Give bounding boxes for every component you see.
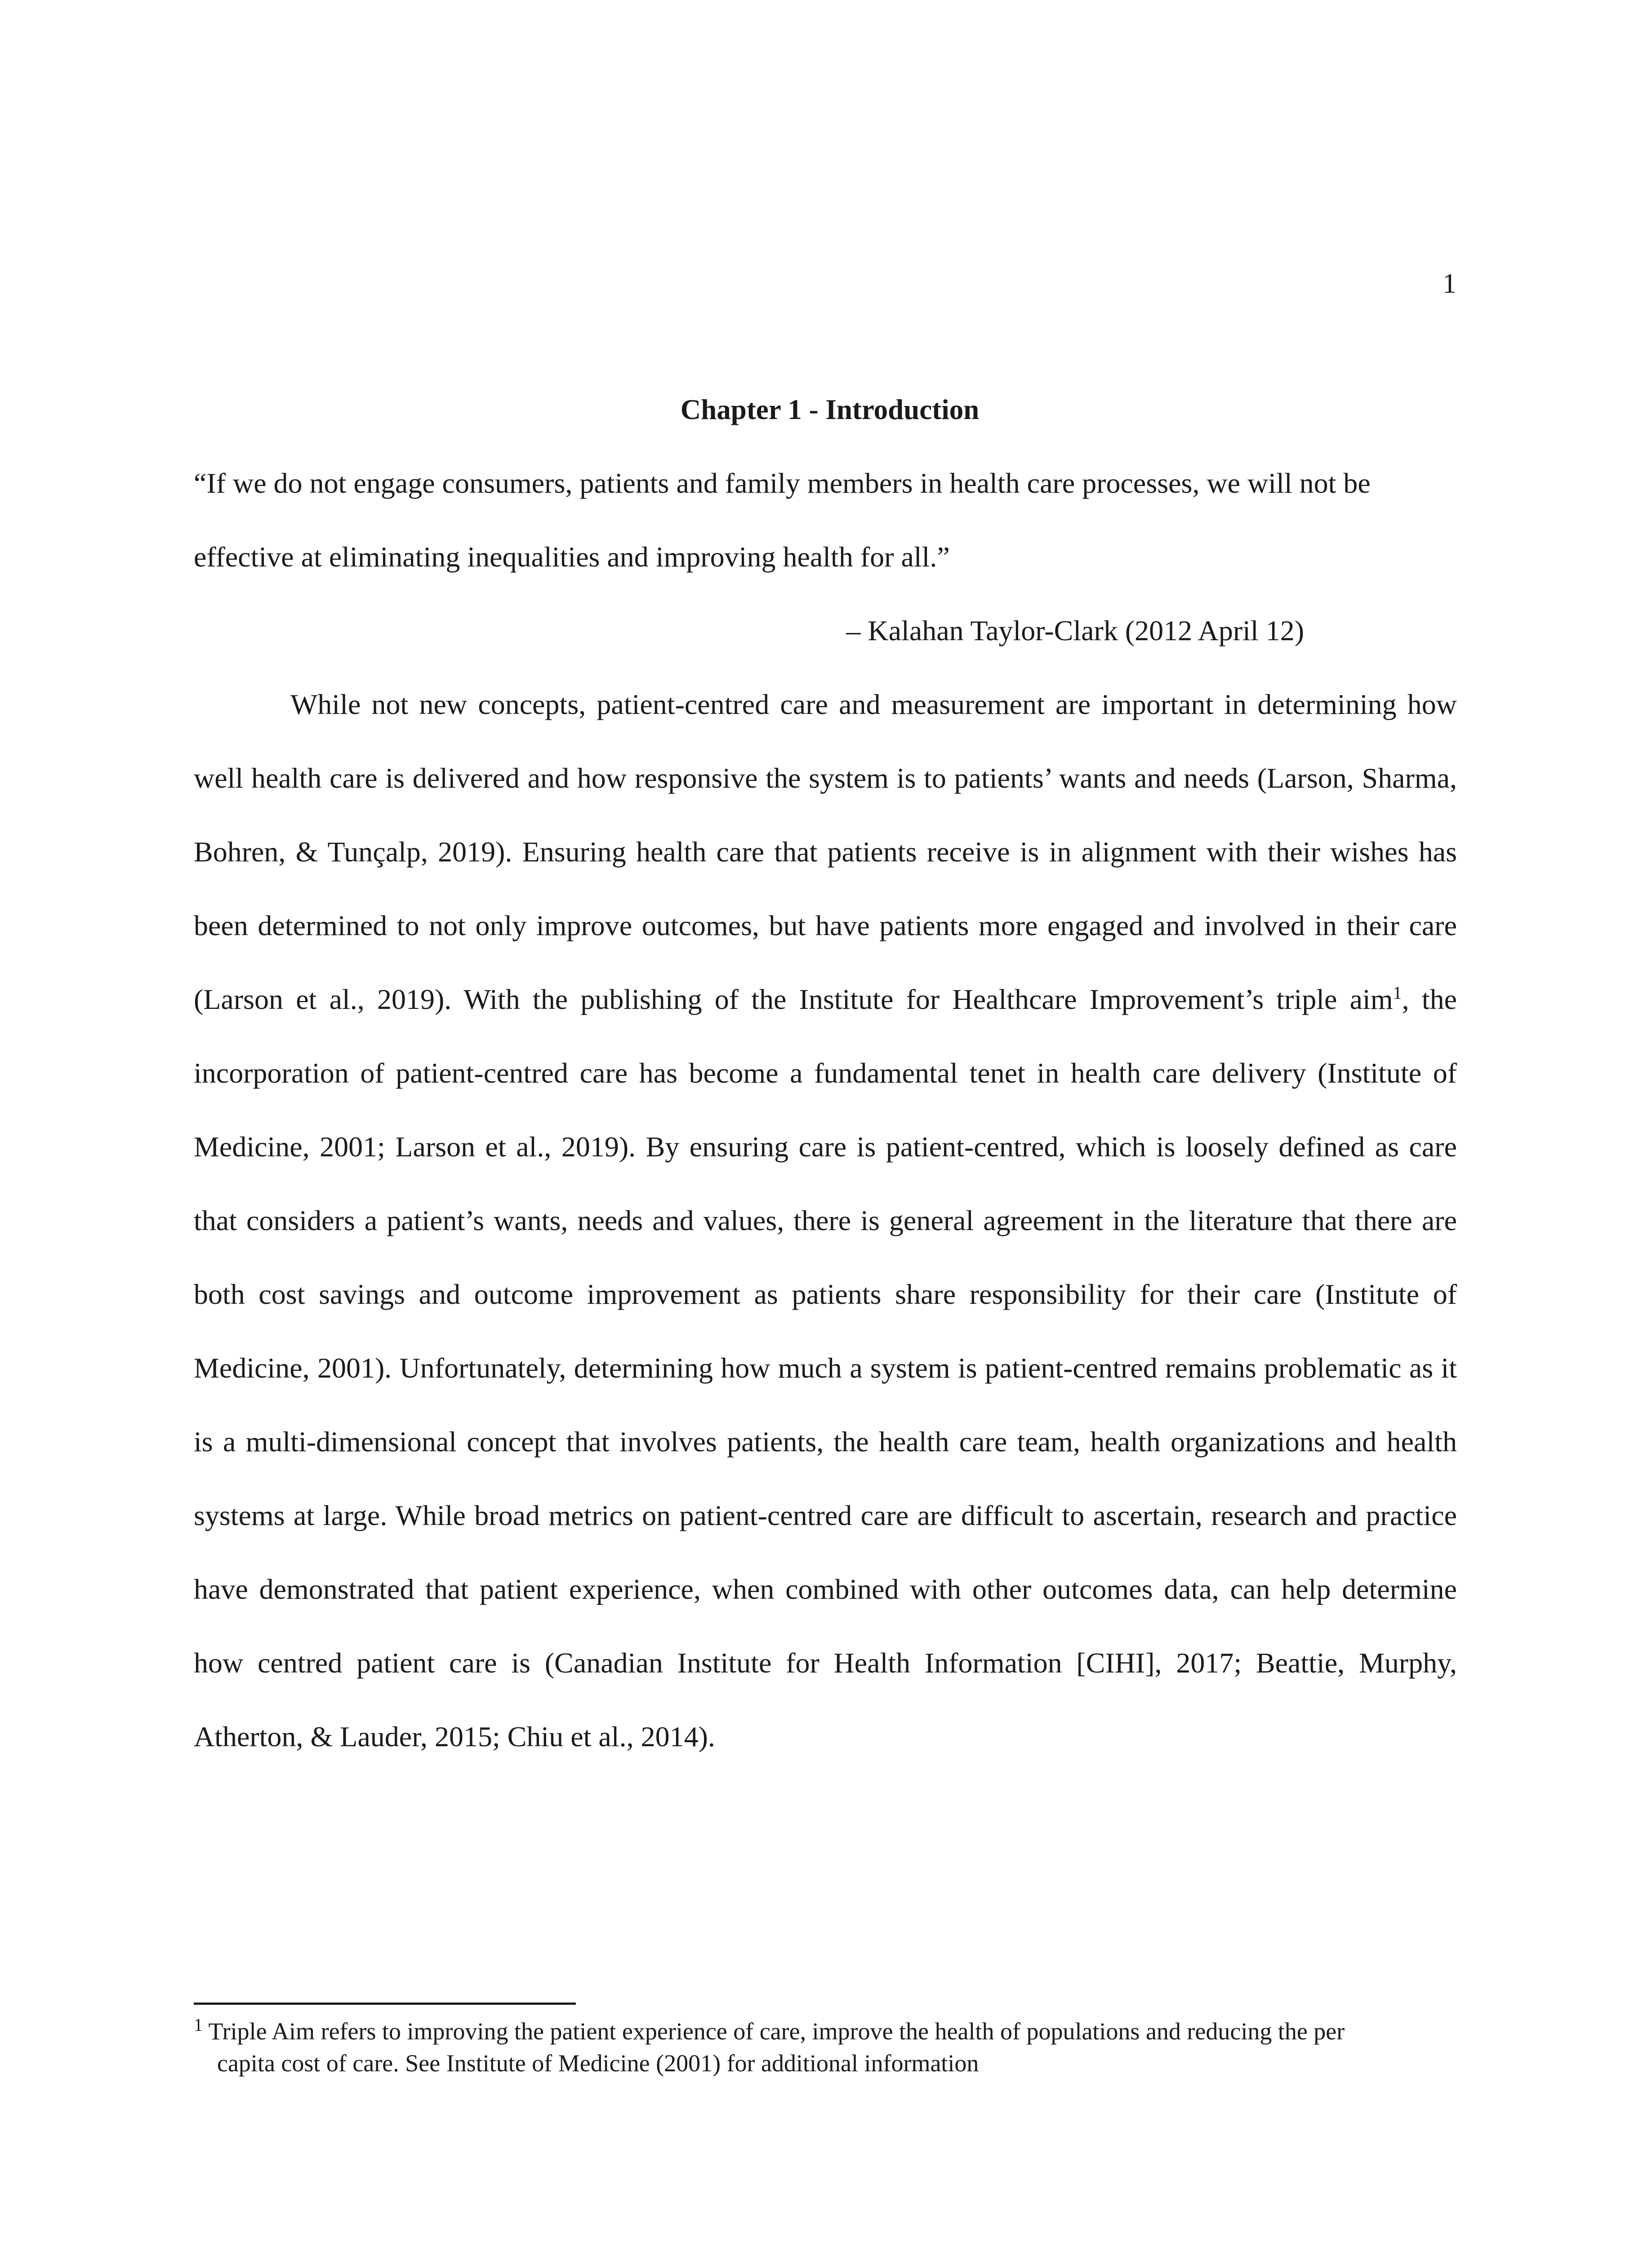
body-text-part2: , the incorporation of patient-centred care has become a fundamental tenet in health care delivery (Institute of Medicine, 2001; Larson et al., 2019). By ensuring care is patient-centred, which is loosely defined as care that considers a patient’s wants, needs and values, there is general agreement in the literature that there are both cost savings and outcome improvement as patients share responsibility for their care (Institute of Medicine, 2001). Unfortunately, determining how much a system is patient-centred remains problematic as it is a multi-dimensional concept that involves patients, the health care team, health organizations and health systems at large. While broad metrics on patient-centred care are difficult to ascertain, research and practice have demonstrated that patient experience, when combined with other outcomes data, can help determine how centred patient care is (Canadian Institute for Health Information [CIHI], 2017; Beattie, Murphy, Atherton, & Lauder, 2015; Chiu et al., 2014). [194,983,1457,1753]
footnote-separator [194,2003,576,2005]
page-content [194,396,1457,1774]
epigraph-quote: “If we do not engage consumers, patients and family members in health care processes, we will not be effective at eliminating inequalities and improving health for all.” [194,467,1371,573]
footnote-text-2: capita cost of care. See Institute of Medicine (2001) for additional information [217,2050,979,2077]
footnote-text-1: Triple Aim refers to improving the patient experience of care, improve the health of populations and reducing the per [208,2018,1345,2045]
footnote-line-1 [194,2016,1457,2047]
body-text-part1: While not new concepts, patient-centred care and measurement are important in determining how well health care is delivered and how responsive the system is to patients’ wants and needs (Larson, Sharma, Bohren, & Tunçalp, 2019). Ensuring health care that patients receive is in alignment with their wishes has been determined to not only improve outcomes, but have patients more engaged and involved in their care (Larson et al., 2019). With the publishing of the Institute for Healthcare Improvement’s triple aim [194,688,1457,1015]
page-number: 1 [1443,268,1456,299]
body-paragraph [194,668,1457,1774]
chapter-title: Chapter 1 - Introduction [680,394,980,425]
epigraph-attribution: – Kalahan Taylor-Clark (2012 April 12) [846,615,1304,647]
footnote-reference[interactable]: 1 [1393,982,1402,1003]
footnote-marker: 1 [194,2015,203,2035]
footnote [194,2016,1457,2079]
